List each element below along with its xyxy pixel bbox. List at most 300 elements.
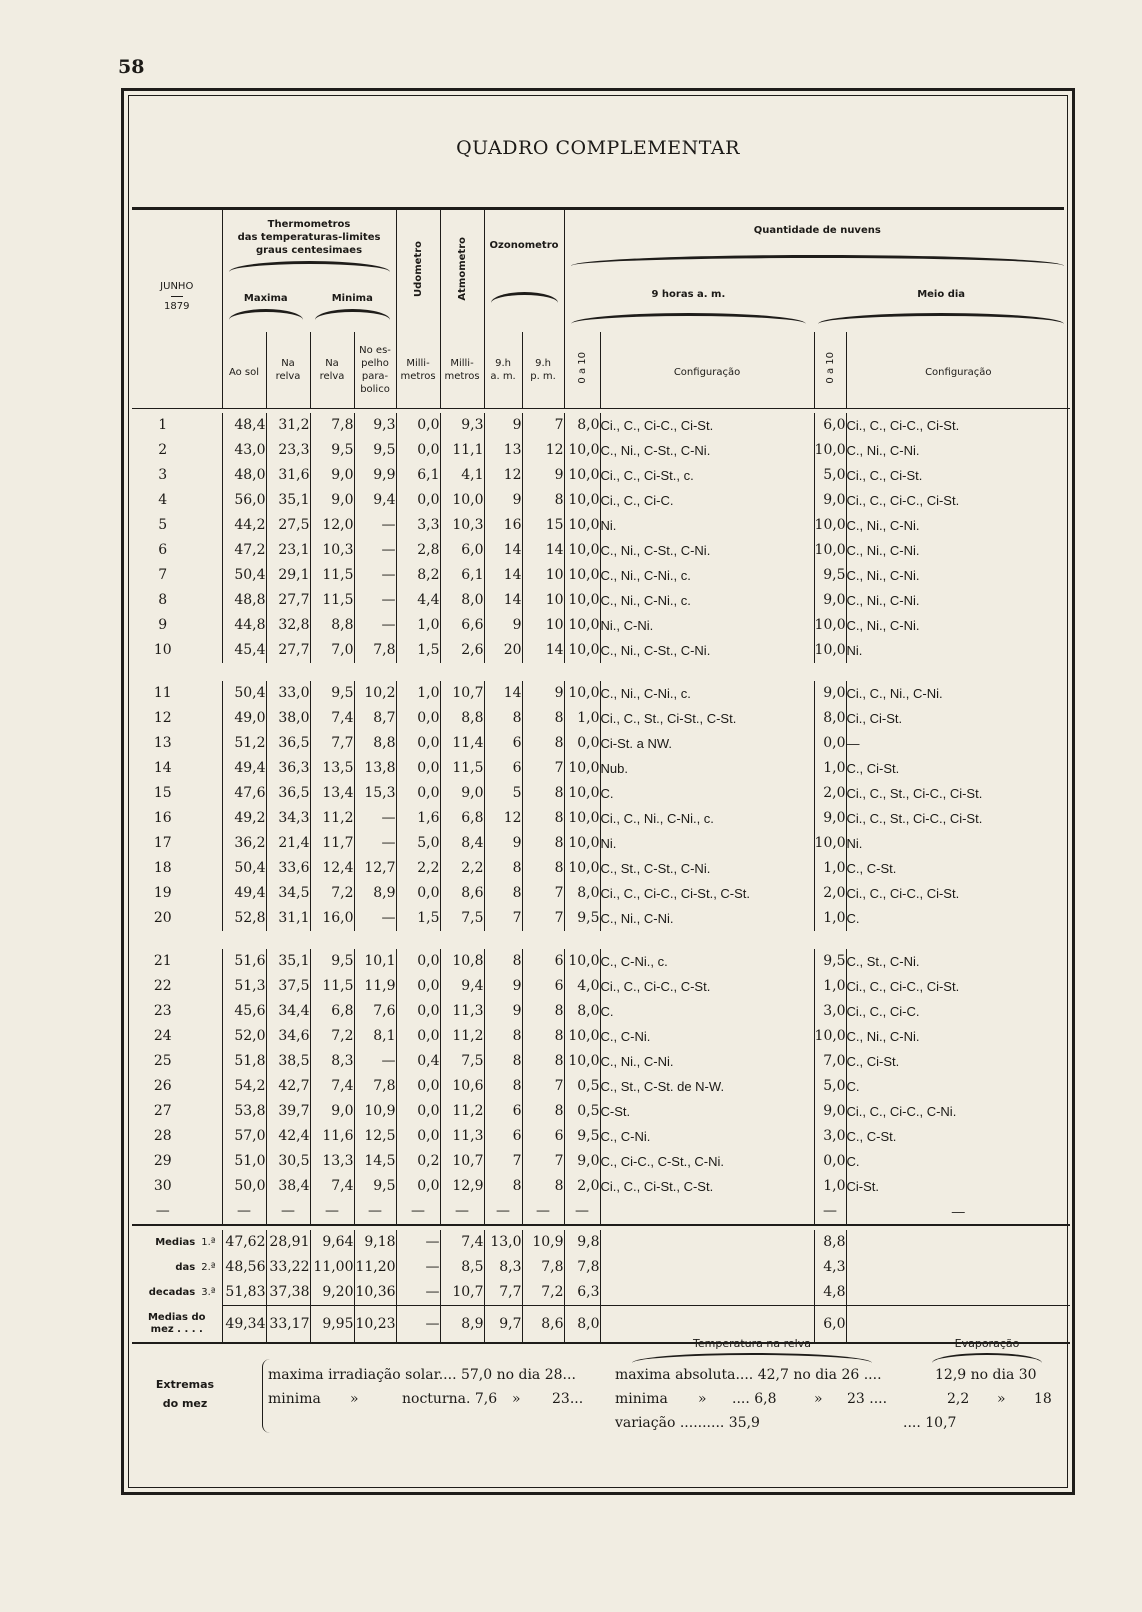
value-cell: 7,4 [310, 706, 354, 731]
value-cell: 27,7 [266, 588, 310, 613]
value-cell: 34,6 [266, 1024, 310, 1049]
value-cell: 5,0 [814, 1074, 846, 1099]
value-cell: 13,5 [310, 756, 354, 781]
value-cell: — [354, 1049, 396, 1074]
day-cell: 11 [153, 685, 172, 701]
value-cell: 10,0 [814, 513, 846, 538]
value-cell: 6,6 [440, 613, 484, 638]
value-cell: 13,8 [354, 756, 396, 781]
value-cell: 11,4 [440, 731, 484, 756]
table-row [132, 781, 1070, 806]
value-cell: 36,2 [222, 831, 266, 856]
value-cell: 4,1 [440, 463, 484, 488]
value-cell: 8 [484, 881, 522, 906]
extremas-line2-a: minima [268, 1391, 321, 1407]
mean-cell: 37,38 [266, 1280, 310, 1306]
mean-cell: 11,20 [354, 1255, 396, 1280]
value-cell: 56,0 [222, 488, 266, 513]
value-cell: 50,4 [222, 856, 266, 881]
config-cell: Ni. [846, 831, 1070, 856]
value-cell: 7,7 [310, 731, 354, 756]
value-cell: 1,0 [814, 1174, 846, 1199]
month-mean-cell: 9,95 [310, 1305, 354, 1343]
month-mean-cell: 8,6 [522, 1305, 564, 1343]
table-row [132, 1074, 1070, 1099]
value-cell: 20 [484, 638, 522, 663]
config-cell: Ci., C., Ci-C., Ci-St. [846, 413, 1070, 438]
day-cell: 27 [153, 1103, 172, 1119]
extremas-line2-b: minima [615, 1391, 668, 1407]
dash-row: — — — — — — — — — — — — [132, 1199, 1070, 1225]
config-cell: C., Ni., C-Ni. [600, 906, 814, 931]
value-cell: 21,4 [266, 831, 310, 856]
value-cell: 4,0 [564, 974, 600, 999]
value-cell: 52,0 [222, 1024, 266, 1049]
day-cell: 20 [153, 910, 172, 926]
config-am-header: Configuração [673, 367, 741, 379]
mean-cell: 9,20 [310, 1280, 354, 1306]
month-mean-cell: 10,23 [354, 1305, 396, 1343]
month-mean-cell: 49,34 [222, 1305, 266, 1343]
value-cell: 1,0 [814, 856, 846, 881]
value-cell: 14,5 [354, 1149, 396, 1174]
config-cell: C. [846, 1149, 1070, 1174]
month-mean-cell: 8,9 [440, 1305, 484, 1343]
maxima-header: Maxima [243, 293, 288, 304]
value-cell: 0,2 [396, 1149, 440, 1174]
value-cell: 7,4 [310, 1074, 354, 1099]
value-cell: 0,0 [396, 488, 440, 513]
value-cell: 38,5 [266, 1049, 310, 1074]
value-cell: 35,1 [266, 488, 310, 513]
value-cell: 8,3 [310, 1049, 354, 1074]
page-title: QUADRO COMPLEMENTAR [456, 137, 740, 159]
value-cell: 36,3 [266, 756, 310, 781]
value-cell: 10,7 [440, 681, 484, 706]
day-cell: 22 [153, 978, 172, 994]
value-cell: 10,6 [440, 1074, 484, 1099]
config-cell: C., Ni., C-Ni., c. [600, 681, 814, 706]
value-cell: 8,6 [440, 881, 484, 906]
value-cell: 9,0 [310, 1099, 354, 1124]
value-cell: 8 [522, 781, 564, 806]
value-cell: 14 [484, 563, 522, 588]
value-cell: 9 [484, 999, 522, 1024]
value-cell: 1,5 [396, 638, 440, 663]
value-cell: 7,2 [310, 1024, 354, 1049]
value-cell: 2,0 [814, 781, 846, 806]
value-cell: 44,8 [222, 613, 266, 638]
value-cell: 10,1 [354, 949, 396, 974]
value-cell: 10,0 [564, 949, 600, 974]
value-cell: 14 [484, 681, 522, 706]
config-cell: C., Ni., C-St., C-Ni. [600, 538, 814, 563]
ozonometro-header: Ozonometro [489, 240, 559, 251]
value-cell: 37,5 [266, 974, 310, 999]
value-cell: 0,0 [564, 731, 600, 756]
value-cell: 0,0 [396, 999, 440, 1024]
day-cell: 26 [153, 1078, 172, 1094]
value-cell: 8 [484, 1074, 522, 1099]
day-cell: 3 [158, 467, 168, 483]
table-row [132, 1024, 1070, 1049]
value-cell: 10,0 [564, 613, 600, 638]
table-row [132, 638, 1070, 663]
config-cell: Ci., C., Ci-C., Ci-St. [600, 413, 814, 438]
value-cell: 31,6 [266, 463, 310, 488]
month-label: JUNHO [160, 281, 194, 292]
value-cell: 9,0 [564, 1149, 600, 1174]
value-cell: 14 [484, 538, 522, 563]
value-cell: 10,0 [564, 513, 600, 538]
value-cell: 0,0 [814, 731, 846, 756]
value-cell: 7,0 [310, 638, 354, 663]
table-row [132, 949, 1070, 974]
table-row [132, 613, 1070, 638]
config-cell: Ci., C., Ci-C., Ci-St., C-St. [600, 881, 814, 906]
mean-cell: 8,5 [440, 1255, 484, 1280]
mean-cell: 28,91 [266, 1230, 310, 1255]
mean-cell: 7,8 [564, 1255, 600, 1280]
config-cell: C. [600, 999, 814, 1024]
config-cell: C., Ci-St. [846, 1049, 1070, 1074]
value-cell: 8,2 [396, 563, 440, 588]
month-mean-cell: 6,0 [814, 1305, 846, 1343]
value-cell: 12,0 [310, 513, 354, 538]
extremas-line2-a-value: nocturna. 7,6 [402, 1391, 498, 1407]
value-cell: — [354, 563, 396, 588]
value-cell: 50,4 [222, 563, 266, 588]
value-cell: 2,6 [440, 638, 484, 663]
value-cell: 8 [522, 999, 564, 1024]
value-cell: 9,3 [440, 413, 484, 438]
mean-cell: 7,7 [484, 1280, 522, 1306]
value-cell: 9,0 [814, 681, 846, 706]
extremas-line1-b: maxima absoluta.... 42,7 no dia 26 .... [615, 1367, 882, 1383]
value-cell: 9,9 [354, 463, 396, 488]
value-cell: 10,0 [564, 1024, 600, 1049]
config-cell: C., C-St. [846, 1124, 1070, 1149]
value-cell: 9,4 [354, 488, 396, 513]
config-cell: Ni. [846, 638, 1070, 663]
value-cell: 48,0 [222, 463, 266, 488]
value-cell: 6 [522, 1124, 564, 1149]
value-cell: 6,8 [440, 806, 484, 831]
value-cell: 52,8 [222, 906, 266, 931]
table-row [132, 706, 1070, 731]
value-cell: 12,5 [354, 1124, 396, 1149]
value-cell: 12,7 [354, 856, 396, 881]
evaporacao-header: Evaporação [954, 1337, 1020, 1350]
value-cell: 7,4 [310, 1174, 354, 1199]
value-cell: 36,5 [266, 781, 310, 806]
ozo-am-header: 9.h a. m. [484, 332, 522, 408]
value-cell: 10,0 [564, 1049, 600, 1074]
value-cell: 0,0 [396, 438, 440, 463]
atmometro-header: Atmometro [456, 237, 468, 301]
data-table [132, 210, 1070, 1346]
config-cell: Ci., C., Ci-St., C-St. [600, 1174, 814, 1199]
config-cell: Ni. [600, 831, 814, 856]
value-cell: 9,5 [564, 906, 600, 931]
day-cell: 7 [158, 567, 168, 583]
table-row [132, 513, 1070, 538]
config-cell: C. [600, 781, 814, 806]
value-cell: — [354, 538, 396, 563]
day-cell: 19 [153, 885, 172, 901]
day-cell: 17 [153, 835, 172, 851]
value-cell: 3,0 [814, 999, 846, 1024]
value-cell: 11,1 [440, 438, 484, 463]
config-md-header: Configuração [925, 367, 992, 379]
value-cell: 7,5 [440, 906, 484, 931]
value-cell: 9,0 [440, 781, 484, 806]
value-cell: 10,0 [814, 831, 846, 856]
value-cell: 9 [484, 974, 522, 999]
value-cell: 7 [522, 1149, 564, 1174]
value-cell: 11,3 [440, 1124, 484, 1149]
value-cell: 0,0 [396, 949, 440, 974]
config-cell: C. [846, 906, 1070, 931]
value-cell: 9 [484, 831, 522, 856]
value-cell: 54,2 [222, 1074, 266, 1099]
ozo-pm-header: 9.h p. m. [522, 332, 564, 408]
config-cell: Ci., C., Ci-St., c. [600, 463, 814, 488]
value-cell: 48,8 [222, 588, 266, 613]
config-cell: C. [846, 1074, 1070, 1099]
value-cell: 8,0 [564, 999, 600, 1024]
value-cell: 31,2 [266, 413, 310, 438]
day-cell: 21 [153, 953, 172, 969]
value-cell: 8 [522, 1099, 564, 1124]
day-cell: 12 [153, 710, 172, 726]
value-cell: 10,8 [440, 949, 484, 974]
value-cell: 53,8 [222, 1099, 266, 1124]
mean-cell: — [396, 1255, 440, 1280]
value-cell: 10 [522, 613, 564, 638]
mean-cell: 8,3 [484, 1255, 522, 1280]
value-cell: 10,0 [814, 538, 846, 563]
mean-cell: 13,0 [484, 1230, 522, 1255]
value-cell: 8 [484, 949, 522, 974]
value-cell: 42,4 [266, 1124, 310, 1149]
config-cell: C., Ni., C-St., C-Ni. [600, 638, 814, 663]
mean-cell: 7,2 [522, 1280, 564, 1306]
value-cell: 49,4 [222, 881, 266, 906]
value-cell: 9,0 [814, 806, 846, 831]
value-cell: 7,5 [440, 1049, 484, 1074]
value-cell: 27,7 [266, 638, 310, 663]
value-cell: 8,0 [814, 706, 846, 731]
decade-mean-row: das 2.ª 48,56 33,22 11,00 11,20 — 8,5 8,3 7,8 7,8 4,3 [132, 1255, 1070, 1280]
value-cell: 8,8 [440, 706, 484, 731]
config-cell: C., C-Ni. [600, 1124, 814, 1149]
config-cell: C., Ni., C-Ni. [846, 1024, 1070, 1049]
value-cell: 47,6 [222, 781, 266, 806]
value-cell: 0,0 [396, 756, 440, 781]
decade-label: 1.ª [201, 1236, 216, 1248]
day-cell: 14 [153, 760, 172, 776]
config-cell: Ci., C., Ci-C., Ci-St. [846, 488, 1070, 513]
value-cell: 34,3 [266, 806, 310, 831]
config-cell: C., Ni., C-Ni. [846, 538, 1070, 563]
value-cell: 9,5 [354, 438, 396, 463]
mean-cell: 33,22 [266, 1255, 310, 1280]
day-cell: 16 [153, 810, 172, 826]
value-cell: 8 [522, 1024, 564, 1049]
table-row [132, 488, 1070, 513]
value-cell: 10,0 [564, 563, 600, 588]
day-cell: 1 [158, 417, 168, 433]
value-cell: 9,0 [310, 488, 354, 513]
mean-cell: 7,4 [440, 1230, 484, 1255]
value-cell: 8,7 [354, 706, 396, 731]
value-cell: 0,0 [396, 731, 440, 756]
value-cell: 10,0 [564, 463, 600, 488]
value-cell: 0,5 [564, 1074, 600, 1099]
value-cell: 9,5 [310, 681, 354, 706]
page-number: 58 [118, 56, 145, 78]
table-row [132, 1049, 1070, 1074]
value-cell: 6 [484, 756, 522, 781]
mean-cell: 9,8 [564, 1230, 600, 1255]
value-cell: 9,5 [354, 1174, 396, 1199]
value-cell: 32,8 [266, 613, 310, 638]
value-cell: 2,0 [564, 1174, 600, 1199]
value-cell: 8 [522, 1049, 564, 1074]
ao-sol-header: Ao sol [228, 367, 260, 379]
value-cell: 12,4 [310, 856, 354, 881]
value-cell: 49,0 [222, 706, 266, 731]
config-cell: C., C-Ni., c. [600, 949, 814, 974]
value-cell: 7 [522, 413, 564, 438]
value-cell: 10,0 [564, 488, 600, 513]
value-cell: 6,1 [396, 463, 440, 488]
table-row [132, 974, 1070, 999]
table-row [132, 1174, 1070, 1199]
value-cell: 48,4 [222, 413, 266, 438]
value-cell: 15 [522, 513, 564, 538]
value-cell: 9 [522, 681, 564, 706]
mean-cell: 48,56 [222, 1255, 266, 1280]
value-cell: 9,0 [814, 488, 846, 513]
value-cell: 8,0 [564, 413, 600, 438]
value-cell: 2,0 [814, 881, 846, 906]
extremas-section: Extremas do mez Temperatura na relva Evaporação maxima irradiação solar.... 57,0 no dia 28... maxima absoluta.... 42,7 no dia 26 .... 12,9 no dia 30 minima » nocturna. 7,6 » 23... minima » .... 6,8 » 23 .... 2,2 » 18 variação .......... 35,9 .... 10,7 [132, 1325, 1064, 1455]
day-cell: 25 [153, 1053, 172, 1069]
value-cell: 7,6 [354, 999, 396, 1024]
value-cell: 11,5 [310, 588, 354, 613]
value-cell: 11,3 [440, 999, 484, 1024]
value-cell: 7,8 [310, 413, 354, 438]
table-row [132, 731, 1070, 756]
value-cell: 9,3 [354, 413, 396, 438]
table-row [132, 856, 1070, 881]
table-row [132, 538, 1070, 563]
value-cell: 12 [484, 806, 522, 831]
value-cell: 51,2 [222, 731, 266, 756]
value-cell: 44,2 [222, 513, 266, 538]
config-cell: Ci., C., Ci-C., Ci-St. [846, 881, 1070, 906]
value-cell: 8 [484, 856, 522, 881]
day-cell: 28 [153, 1128, 172, 1144]
day-cell: 9 [158, 617, 168, 633]
value-cell: 11,5 [310, 563, 354, 588]
config-cell: C., Ci-C., C-St., C-Ni. [600, 1149, 814, 1174]
day-cell: 23 [153, 1003, 172, 1019]
value-cell: 23,3 [266, 438, 310, 463]
config-cell: Ci-St. a NW. [600, 731, 814, 756]
value-cell: 3,0 [814, 1124, 846, 1149]
extremas-line2-c: 2,2 [947, 1391, 970, 1407]
day-cell: 8 [158, 592, 168, 608]
config-cell: Nub. [600, 756, 814, 781]
value-cell: 14 [522, 638, 564, 663]
value-cell: 9,5 [814, 949, 846, 974]
table-row [132, 463, 1070, 488]
value-cell: 9,0 [310, 463, 354, 488]
value-cell: — [354, 831, 396, 856]
value-cell: 0,5 [564, 1099, 600, 1124]
temp-relva-header: Temperatura na relva [693, 1337, 811, 1350]
year-label: 1879 [164, 301, 190, 312]
config-cell: C., Ni., C-St., C-Ni. [600, 438, 814, 463]
mean-cell: 10,9 [522, 1230, 564, 1255]
value-cell: 3,3 [396, 513, 440, 538]
value-cell: 0,0 [396, 413, 440, 438]
value-cell: 10,0 [814, 438, 846, 463]
value-cell: 38,0 [266, 706, 310, 731]
day-cell: 6 [158, 542, 168, 558]
value-cell: 8,0 [564, 881, 600, 906]
value-cell: 13,3 [310, 1149, 354, 1174]
mean-cell: 4,3 [814, 1255, 846, 1280]
table-row [132, 906, 1070, 931]
mean-cell: 6,3 [564, 1280, 600, 1306]
config-cell: Ci., C., Ci-C. [600, 488, 814, 513]
config-cell: C., Ci-St. [846, 756, 1070, 781]
value-cell: 8 [522, 488, 564, 513]
value-cell: 0,0 [396, 974, 440, 999]
value-cell: 1,0 [396, 613, 440, 638]
config-cell: C., Ni., C-Ni. [846, 438, 1070, 463]
table-frame [121, 88, 1075, 1495]
value-cell: 31,1 [266, 906, 310, 931]
value-cell: 9,0 [814, 1099, 846, 1124]
value-cell: 2,8 [396, 538, 440, 563]
config-cell: Ci., C., Ci-St. [846, 463, 1070, 488]
config-cell: C-St. [600, 1099, 814, 1124]
value-cell: 10,0 [564, 538, 600, 563]
value-cell: 1,0 [814, 974, 846, 999]
atmometro-unit: Milli- metros [440, 332, 484, 408]
value-cell: 0,0 [814, 1149, 846, 1174]
month-mean-cell: 8,0 [564, 1305, 600, 1343]
mean-cell: 4,8 [814, 1280, 846, 1306]
decade-label: 3.ª [201, 1286, 216, 1298]
mean-cell: — [396, 1230, 440, 1255]
value-cell: 14 [522, 538, 564, 563]
value-cell: 5,0 [814, 463, 846, 488]
config-cell: C., C-Ni. [600, 1024, 814, 1049]
value-cell: 8 [522, 706, 564, 731]
value-cell: 14 [484, 588, 522, 613]
day-cell: 18 [153, 860, 172, 876]
value-cell: 5 [484, 781, 522, 806]
value-cell: 8,4 [440, 831, 484, 856]
nove-horas-header: 9 horas a. m. [651, 289, 726, 300]
value-cell: 6 [484, 731, 522, 756]
